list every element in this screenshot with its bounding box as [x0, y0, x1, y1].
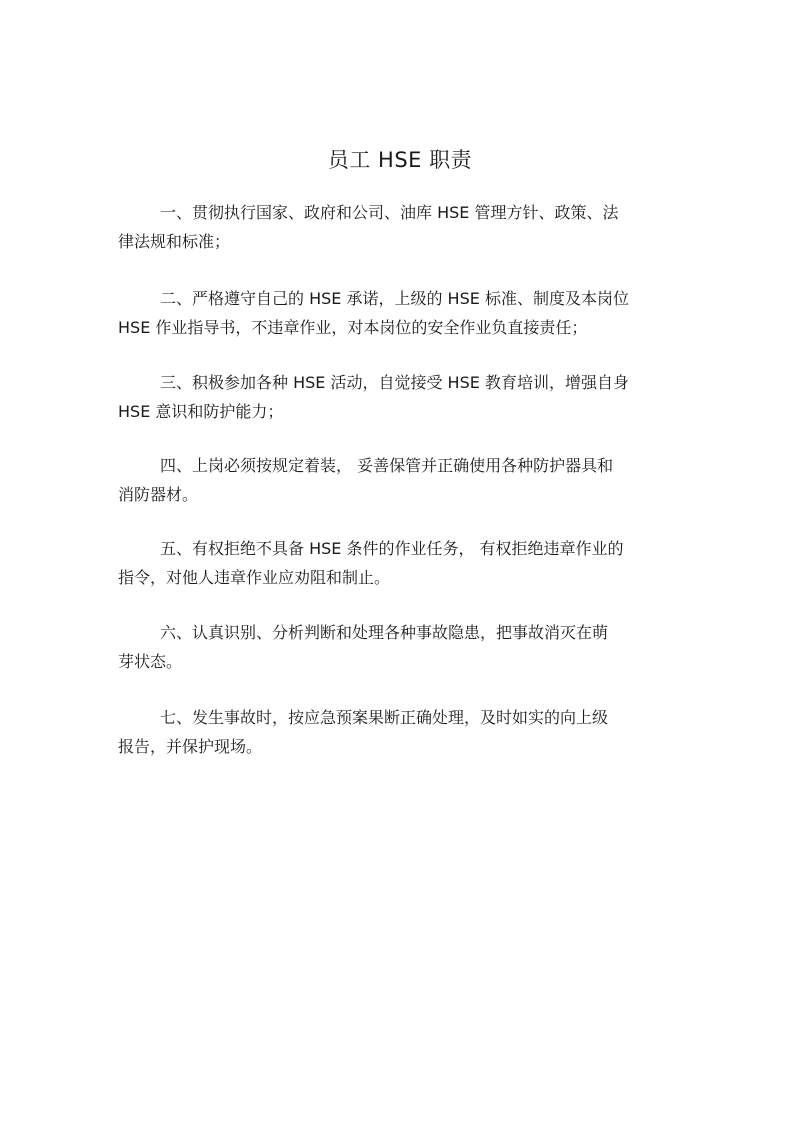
paragraph-4 [118, 451, 674, 509]
paragraph-line: HSE 意识和防护能力； [118, 402, 284, 421]
paragraph-line: 一、贯彻执行国家、政府和公司、油库 HSE 管理方针、政策、法 [160, 203, 619, 222]
paragraph-line: 芽状态。 [118, 652, 183, 671]
paragraph-line: 五、有权拒绝不具备 HSE 条件的作业任务， 有权拒绝违章作业的 [160, 539, 624, 558]
paragraph-2 [118, 284, 674, 342]
paragraph-line: 指令，对他人违章作业应劝阻和制止。 [118, 568, 391, 587]
paragraph-line: 二、严格遵守自己的 HSE 承诺，上级的 HSE 标准、制度及本岗位 [160, 289, 629, 308]
paragraph-7 [118, 703, 674, 761]
paragraph-line: 三、积极参加各种 HSE 活动，自觉接受 HSE 教育培训，增强自身 [160, 373, 629, 392]
paragraph-3 [118, 368, 674, 426]
paragraph-line: HSE 作业指导书，不违章作业，对本岗位的安全作业负直接责任； [118, 318, 588, 337]
paragraph-line: 消防器材。 [118, 485, 199, 504]
paragraph-5 [118, 534, 674, 592]
paragraph-6 [118, 618, 674, 676]
paragraph-1 [118, 198, 674, 256]
paragraph-line: 四、上岗必须按规定着装， 妥善保管并正确使用各种防护器具和 [160, 456, 614, 475]
paragraph-line: 七、发生事故时，按应急预案果断正确处理，及时如实的向上级 [160, 708, 609, 727]
paragraph-line: 报告，并保护现场。 [118, 737, 263, 756]
page-title: 员工 HSE 职责 [327, 148, 473, 172]
paragraph-line: 六、认真识别、分析判断和处理各种事故隐患，把事故消灭在萌 [160, 623, 609, 642]
paragraph-line: 律法规和标准； [118, 232, 231, 251]
